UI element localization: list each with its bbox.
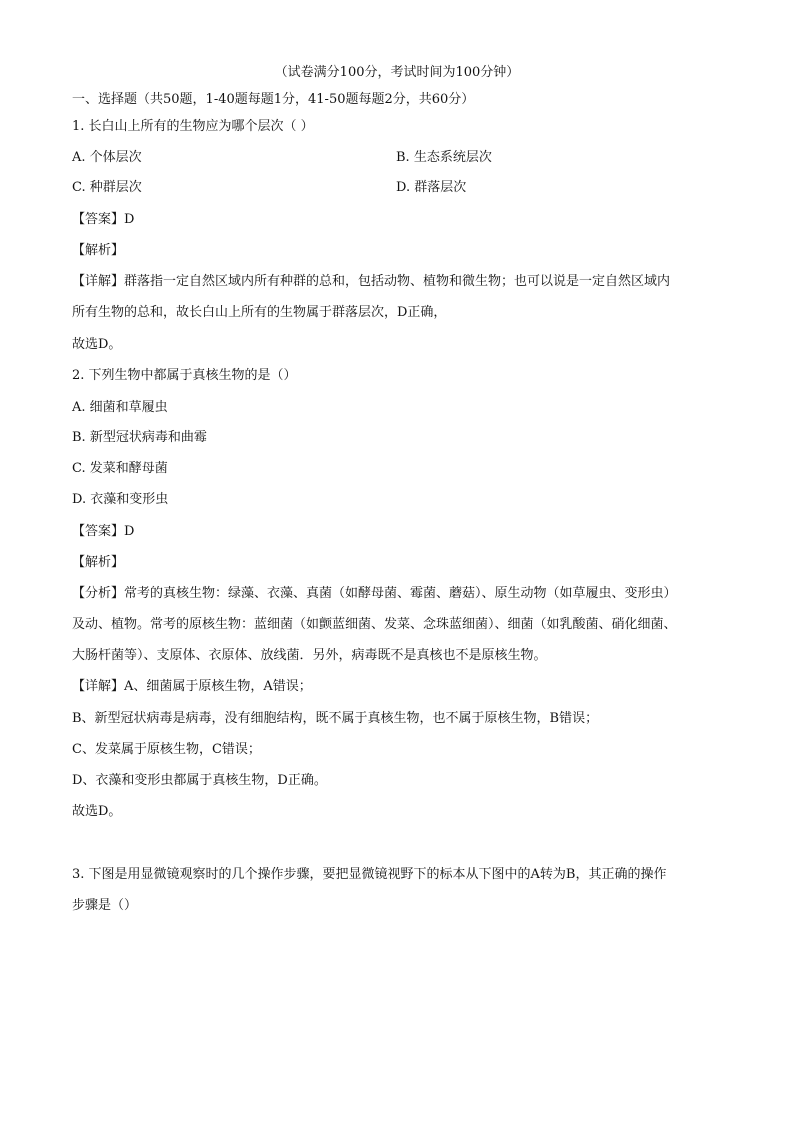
q1-option-d: D. 群落层次	[396, 180, 467, 195]
exam-note: （试卷满分100分，考试时间为100分钟）	[274, 65, 520, 80]
q2-detail-line-5: 故选D。	[72, 804, 122, 819]
question-3-stem-line-2: 步骤是（）	[72, 898, 138, 913]
q2-detail-line-1: 【详解】A、细菌属于原核生物，A错误；	[72, 679, 312, 694]
q1-detail-line-1: 【详解】群落指一定自然区域内所有种群的总和，包括动物、植物和微生物；也可以说是一定自然区域内	[72, 274, 671, 289]
q2-analysis-line-3: 大肠杆菌等）、支原体、衣原体、放线菌．另外，病毒既不是真核也不是原核生物。	[72, 648, 547, 663]
q2-option-a: A. 细菌和草履虫	[72, 400, 168, 415]
q2-analysis-label: 【解析】	[72, 555, 125, 570]
q2-answer: 【答案】D	[72, 524, 135, 539]
q1-detail-line-3: 故选D。	[72, 337, 122, 352]
q1-option-a: A. 个体层次	[72, 150, 142, 165]
q1-option-b: B. 生态系统层次	[396, 150, 492, 165]
q2-detail-line-2: B、新型冠状病毒是病毒，没有细胞结构，既不属于真核生物，也不属于原核生物，B错误；	[72, 711, 599, 726]
section-title: 一、选择题（共50题，1-40题每题1分，41-50题每题2分，共60分）	[72, 92, 475, 107]
q2-detail-line-4: D、衣藻和变形虫都属于真核生物，D正确。	[72, 773, 327, 788]
q2-option-d: D. 衣藻和变形虫	[72, 492, 169, 507]
q1-analysis-label: 【解析】	[72, 243, 125, 258]
q2-option-c: C. 发菜和酵母菌	[72, 461, 168, 476]
question-3-stem-line-1: 3. 下图是用显微镜观察时的几个操作步骤，要把显微镜视野下的标本从下图中的A转为B，其正确的操作	[72, 867, 667, 882]
question-2-stem: 2. 下列生物中都属于真核生物的是（）	[72, 368, 297, 383]
q2-option-b: B. 新型冠状病毒和曲霉	[72, 430, 207, 445]
q2-analysis-line-2: 及动、植物。常考的原核生物：蓝细菌（如颤蓝细菌、发菜、念珠蓝细菌）、细菌（如乳酸菌、硝化细菌、	[72, 617, 677, 632]
q2-analysis-line-1: 【分析】常考的真核生物：绿藻、衣藻、真菌（如酵母菌、霉菌、蘑菇）、原生动物（如草履虫、变形虫）	[72, 586, 677, 601]
q2-detail-line-3: C、发菜属于原核生物，C错误；	[72, 742, 261, 757]
question-1-stem: 1. 长白山上所有的生物应为哪个层次（ ）	[72, 119, 314, 134]
q1-option-c: C. 种群层次	[72, 180, 142, 195]
q1-detail-line-2: 所有生物的总和，故长白山上所有的生物属于群落层次，D正确，	[72, 305, 447, 320]
q1-answer: 【答案】D	[72, 212, 135, 227]
